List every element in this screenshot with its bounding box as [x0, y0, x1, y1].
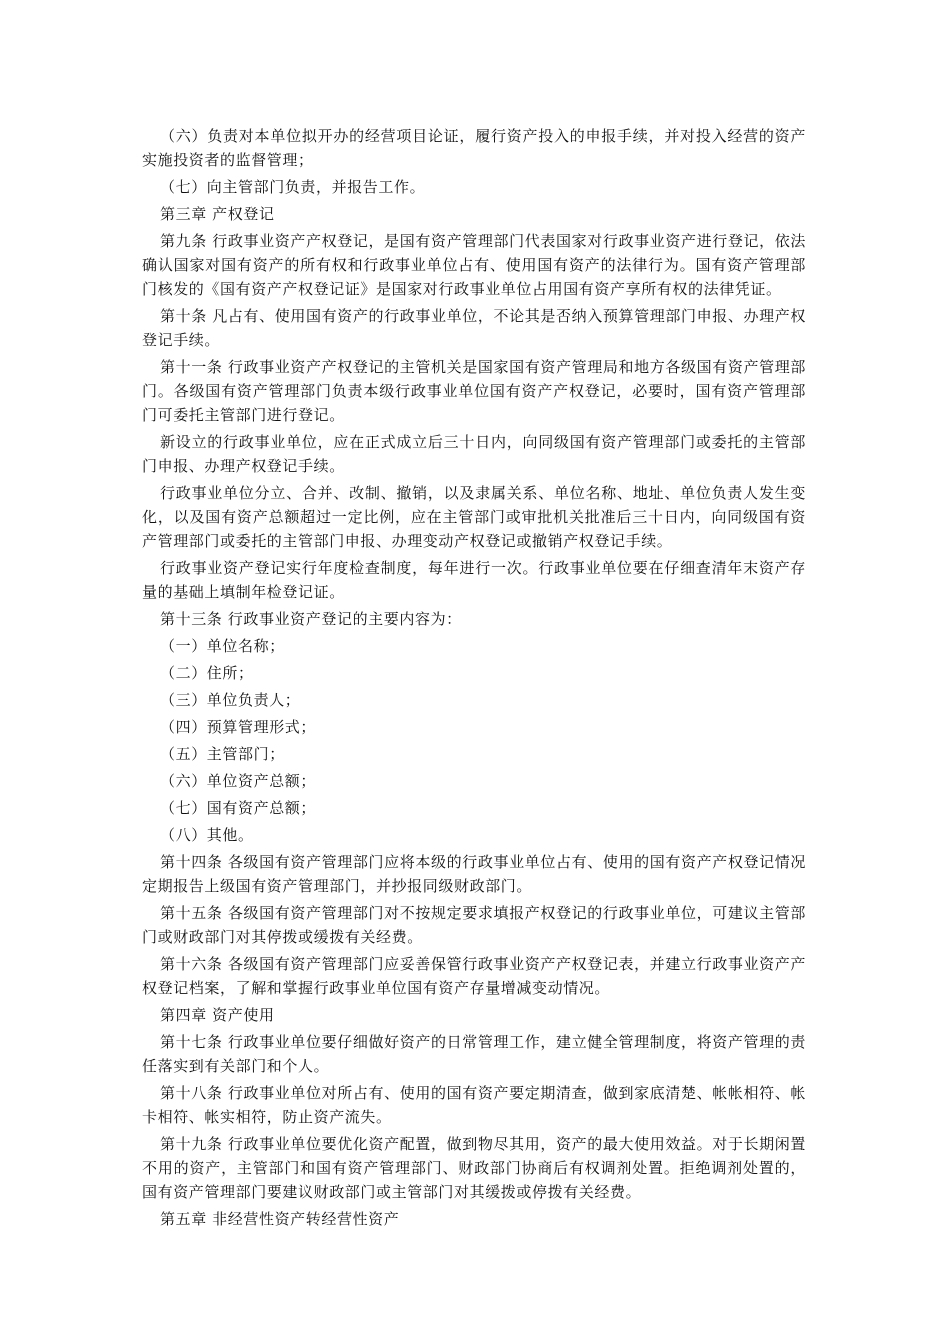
list-item: （五）主管部门； [160, 745, 285, 763]
list-item: （三）单位负责人； [160, 691, 301, 709]
document-page [142, 124, 806, 1234]
article-paragraph: 第十七条 行政事业单位要仔细做好资产的日常管理工作，建立健全管理制度，将资产管理的责任落实到有关部门和个人。 [142, 1033, 806, 1075]
chapter-heading: 第三章 产权登记 [160, 205, 275, 223]
paragraph: （六）负责对本单位拟开办的经营项目论证，履行资产投入的申报手续，并对投入经营的资产实施投资者的监督管理； [142, 127, 806, 169]
chapter-heading: 第四章 资产使用 [160, 1006, 275, 1024]
list-item: （四）预算管理形式； [160, 718, 317, 736]
list-item: （八）其他。 [160, 826, 254, 844]
article-paragraph: 第十九条 行政事业单位要优化资产配置，做到物尽其用，资产的最大使用效益。对于长期闲置不用的资产，主管部门和国有资产管理部门、财政部门协商后有权调剂处置。拒绝调剂处置的，国有资产管理部门要建议财政部门或主管部门对其缓拨或停拨有关经费。 [142, 1135, 806, 1201]
paragraph: （七）向主管部门负责，并报告工作。 [160, 178, 426, 196]
paragraph: 行政事业资产登记实行年度检查制度，每年进行一次。行政事业单位要在仔细查清年末资产存量的基础上填制年检登记证。 [142, 559, 806, 601]
article-paragraph: 第十三条 行政事业资产登记的主要内容为： [160, 610, 462, 628]
list-item: （一）单位名称； [160, 637, 285, 655]
list-item: （七）国有资产总额； [160, 799, 317, 817]
article-paragraph: 第十五条 各级国有资产管理部门对不按规定要求填报产权登记的行政事业单位，可建议主管部门或财政部门对其停拨或缓拨有关经费。 [142, 904, 806, 946]
article-paragraph: 第十条 凡占有、使用国有资产的行政事业单位，不论其是否纳入预算管理部门申报、办理产权登记手续。 [142, 307, 806, 349]
chapter-heading: 第五章 非经营性资产转经营性资产 [160, 1210, 400, 1228]
article-paragraph: 第九条 行政事业资产产权登记，是国有资产管理部门代表国家对行政事业资产进行登记，依法确认国家对国有资产的所有权和行政事业单位占有、使用国有资产的法律行为。国有资产管理部门核发的《国有资产产权登记证》是国家对行政事业单位占用国有资产享所有权的法律凭证。 [142, 232, 806, 298]
paragraph: 新设立的行政事业单位，应在正式成立后三十日内，向同级国有资产管理部门或委托的主管部门申报、办理产权登记手续。 [142, 433, 806, 475]
list-item: （二）住所； [160, 664, 254, 682]
paragraph: 行政事业单位分立、合并、改制、撤销，以及隶属关系、单位名称、地址、单位负责人发生变化，以及国有资产总额超过一定比例，应在主管部门或审批机关批准后三十日内，向同级国有资产管理部门或委托的主管部门申报、办理变动产权登记或撤销产权登记手续。 [142, 484, 806, 550]
list-item: （六）单位资产总额； [160, 772, 317, 790]
article-paragraph: 第十八条 行政事业单位对所占有、使用的国有资产要定期清查，做到家底清楚、帐帐相符、帐卡相符、帐实相符，防止资产流失。 [142, 1084, 806, 1126]
article-paragraph: 第十四条 各级国有资产管理部门应将本级的行政事业单位占有、使用的国有资产产权登记情况定期报告上级国有资产管理部门，并抄报同级财政部门。 [142, 853, 806, 895]
article-paragraph: 第十六条 各级国有资产管理部门应妥善保管行政事业资产产权登记表，并建立行政事业资产产权登记档案，了解和掌握行政事业单位国有资产存量增减变动情况。 [142, 955, 806, 997]
article-paragraph: 第十一条 行政事业资产产权登记的主管机关是国家国有资产管理局和地方各级国有资产管理部门。各级国有资产管理部门负责本级行政事业单位国有资产产权登记，必要时，国有资产管理部门可委托主管部门进行登记。 [142, 358, 806, 424]
